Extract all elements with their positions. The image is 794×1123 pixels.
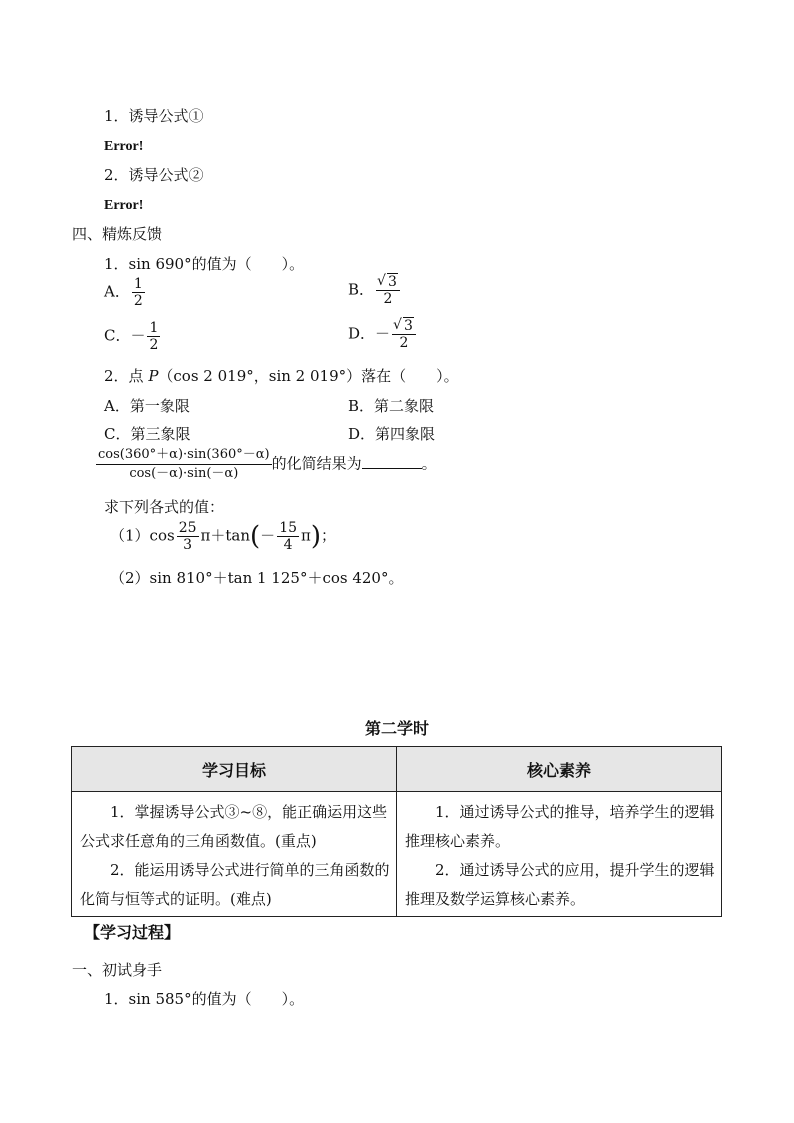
q1-option-c: C．－ $\frac{1}{2}$ [104,320,159,353]
error-text-2: Error! [104,198,144,213]
question-1-stem: 1．sin 690°的值为（ ）。 [104,255,305,273]
question-3: $\frac{\cos(360^\circ+\alpha)\cdot\sin(360^\circ-\alpha)}{\cos(-\alpha)\cdot\sin(-\alpha)}$ 的化简结果为 。 [98,447,437,481]
question-4-stem: 求下列各式的值： [104,498,225,516]
table-header-literacy: 核心素养 [397,747,722,792]
q2-option-c: C．第三象限 [104,425,191,443]
question-2-stem: 2．点 P（cos 2 019°，sin 2 019°）落在（ ）。 [104,367,459,385]
table-cell-goals: 1．掌握诱导公式③~⑧，能正确运用这些公式求任意角的三角函数值。(重点) 2．能运用诱导公式进行简单的三角函数的化简与恒等式的证明。(难点) [72,792,397,917]
q2-option-a: A．第一象限 [104,397,190,415]
section-4-title: 四、精炼反馈 [72,225,163,243]
fraction: √ $\frac{3}{2}$ [392,318,416,351]
fraction: $\frac{15}{4}$ [279,520,298,553]
q2-option-d: D．第四象限 [348,425,436,443]
q1-option-d: D．－ √ $\frac{3}{2}$ [348,318,418,351]
learning-process-title: 【学习过程】 [84,923,181,942]
q1-option-b: B． √ $\frac{3}{2}$ [348,274,402,307]
formula-item-1: 1．诱导公式① [104,107,204,125]
fraction: $\frac{25}{3}$ [178,520,197,553]
table-cell-literacy: 1．通过诱导公式的推导，培养学生的逻辑推理核心素养。 2．通过诱导公式的应用，提升学生的逻辑推理及数学运算核心素养。 [397,792,722,917]
q1-option-a: A． $\frac{1}{2}$ [104,276,143,309]
section-1-title: 一、初试身手 [72,961,163,979]
section-1-question-1: 1．sin 585°的值为（ ）。 [104,990,305,1008]
formula-item-2: 2．诱导公式② [104,166,204,184]
question-4-part-2: （2）sin 810°＋tan 1 125°＋cos 420°。 [110,569,404,587]
sqrt-icon: √ 3 [378,274,398,290]
lesson-2-title: 第二学时 [364,719,429,738]
answer-blank [362,454,422,469]
fraction: $\frac{\cos(360^\circ+\alpha)\cdot\sin(360^\circ-\alpha)}{\cos(-\alpha)\cdot\sin(-\alpha)}$ [98,447,270,481]
q2-option-b: B．第二象限 [348,397,435,415]
error-text-1: Error! [104,139,144,154]
question-4-part-1: （1）cos $\frac{25}{3}$ π＋tan(－ $\frac{15}{4}$ π)； [110,520,337,553]
sqrt-icon: √ 3 [394,318,414,334]
table-header-goals: 学习目标 [72,747,397,792]
fraction: √ $\frac{3}{2}$ [376,274,400,307]
fraction: $\frac{1}{2}$ [149,320,159,353]
fraction: $\frac{1}{2}$ [133,276,143,309]
goals-table [71,746,722,917]
